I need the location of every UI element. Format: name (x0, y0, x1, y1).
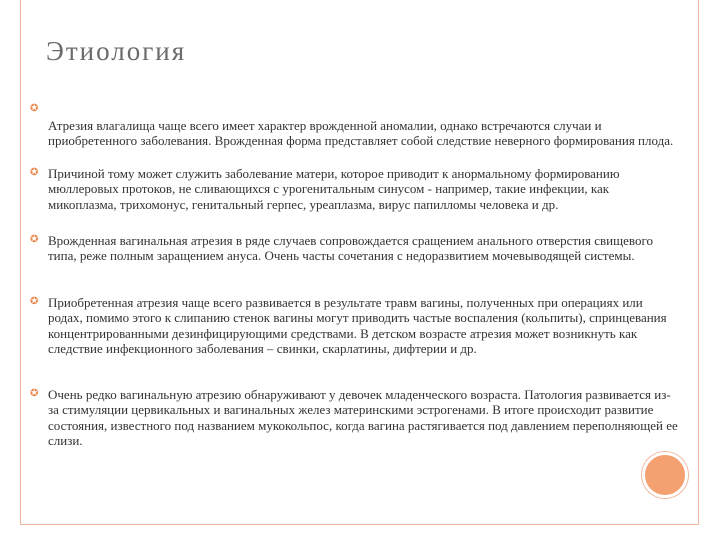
paragraph-maternal-cause: Причиной тому может служить заболевание матери, которое приводит к анормальному формированию мюллеровых протоков, не сливающихся с урогенитальным синусом - например, такие инфекции, как микоплазма, трихомонус, генитальный герпес, уреаплазма, вирус папилломы человека и др. (48, 166, 620, 212)
bullet-icon: ✪ (30, 167, 39, 178)
decorative-circle (642, 452, 688, 498)
bullet-icon: ✪ (30, 234, 39, 245)
paragraph-congenital-intro: Атрезия влагалища чаще всего имеет характер врожденной аномалии, однако встречаются случаи и приобретенного заболевания. Врожденная форма представляет собой следствие неверного формирования плода. (48, 118, 674, 149)
slide-title: Этиология (46, 36, 187, 66)
bullet-icon: ✪ (30, 103, 39, 114)
bullet-icon: ✪ (30, 296, 39, 307)
paragraph-acquired-atresia: Приобретенная атрезия чаще всего развивается в результате травм вагины, полученных при операциях или родах, помимо этого к слипанию стенок вагины могут приводить частые воспаления (кольпиты), спринцевания концентрированными дезинфицирующими средствами. В детском возрасте атрезия может возникнуть как следствие инфекционного заболевания – свинки, скарлатины, дифтерии и др. (48, 295, 667, 357)
paragraph-infant-atresia: Очень редко вагинальную атрезию обнаруживают у девочек младенческого возраста. Патология развивается из-за стимуляции цервикальных и вагинальных желез материнскими эстрогенами. В итоге происходит развитие состояния, известного под названием мукокольпос, когда вагина растягивается под давлением переполняющей ее слизи. (48, 387, 678, 449)
bullet-icon: ✪ (30, 388, 39, 399)
paragraph-associated-anomalies: Врожденная вагинальная атрезия в ряде случаев сопровождается сращением анального отверстия свищевого типа, реже полным заращением ануса. Очень часты сочетания с недоразвитием мочевыводящей системы. (48, 233, 653, 264)
